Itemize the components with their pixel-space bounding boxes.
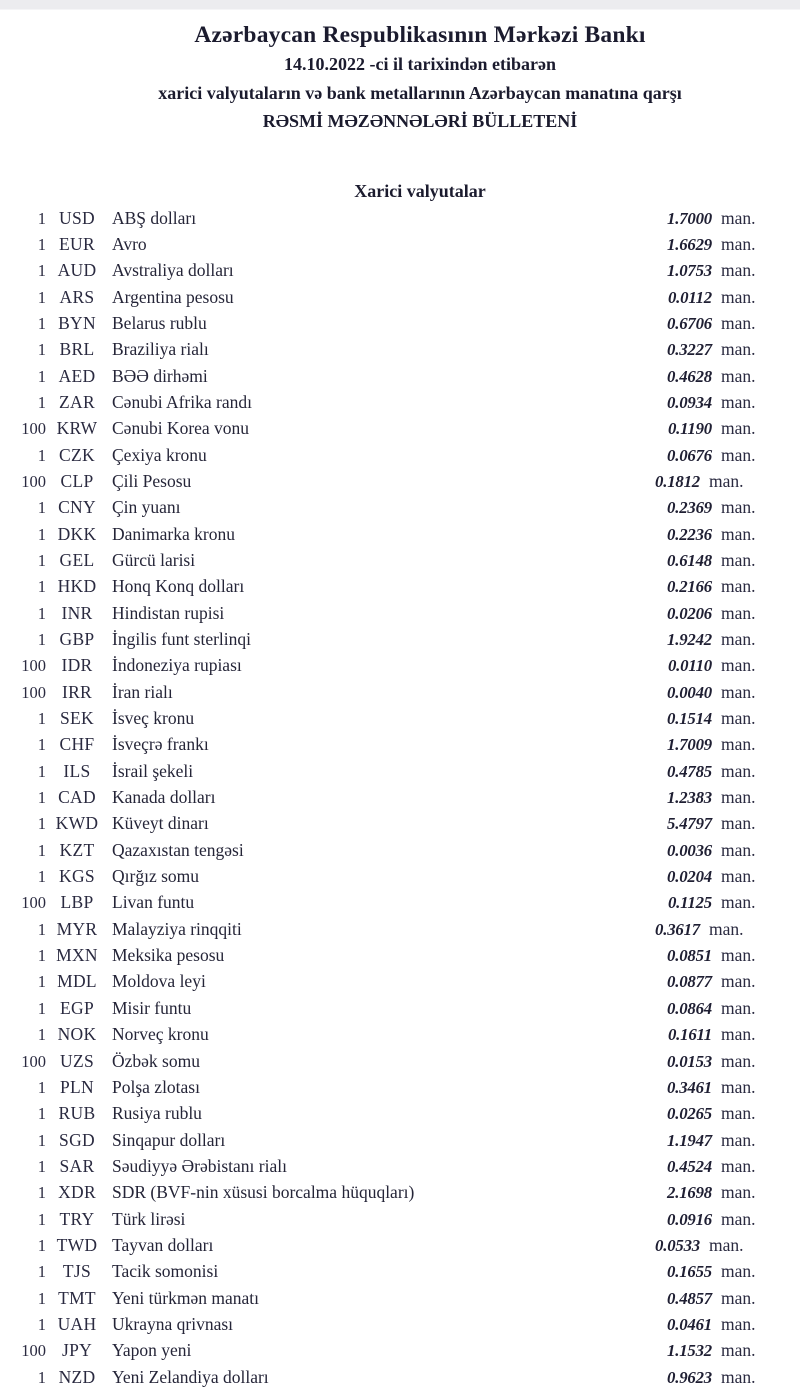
currency-code: MDL (57, 971, 97, 992)
currency-code: EGP (60, 997, 94, 1018)
currency-name: Yeni Zelandiya dolları (112, 1366, 269, 1387)
rate-row (0, 521, 800, 547)
rate-unit: man. (721, 839, 756, 860)
rate-unit: man. (721, 549, 756, 570)
currency-code: CLP (60, 470, 94, 491)
rate-row (0, 679, 800, 705)
rate-value: 0.1812 (655, 471, 700, 491)
rate-quantity: 1 (37, 261, 46, 281)
rate-quantity: 1 (37, 1235, 46, 1255)
rate-value: 2.1698 (667, 1183, 712, 1203)
rate-quantity: 1 (37, 208, 46, 228)
rate-unit: man. (721, 312, 756, 333)
rate-unit: man. (721, 734, 756, 755)
rate-quantity: 1 (37, 867, 46, 887)
rate-value: 0.1190 (667, 419, 712, 439)
rate-value: 0.3617 (655, 919, 700, 939)
currency-code: BYN (58, 312, 96, 333)
rate-unit: man. (709, 1234, 744, 1255)
rate-value: 0.0153 (667, 1051, 712, 1071)
currency-name: Malayziya rinqqiti (112, 918, 242, 939)
rate-row (0, 442, 800, 468)
currency-name: Sinqapur dolları (112, 1129, 226, 1150)
rate-unit: man. (709, 918, 744, 939)
rate-value: 5.4797 (667, 814, 712, 834)
currency-code: IRR (61, 681, 93, 702)
rate-quantity: 1 (37, 340, 46, 360)
rate-quantity: 100 (21, 682, 46, 702)
rate-value: 0.0110 (667, 656, 712, 676)
currency-name: İsveç kronu (112, 708, 195, 729)
currency-name: Ukrayna qrivnası (112, 1313, 234, 1334)
rate-row (0, 758, 800, 784)
currency-name: Avro (112, 233, 147, 254)
section-title: Xarici valyutalar (354, 180, 486, 201)
currency-code: GBP (59, 629, 95, 649)
currency-code: SGD (59, 1129, 95, 1150)
rate-quantity: 1 (37, 1209, 46, 1229)
rate-quantity: 100 (21, 1051, 46, 1071)
rate-value: 0.0533 (655, 1235, 700, 1255)
rate-row (0, 731, 800, 757)
rate-row (0, 916, 800, 942)
rate-row (0, 284, 800, 310)
rate-row (0, 1364, 800, 1390)
rate-quantity: 1 (37, 946, 46, 966)
currency-code: SEK (60, 708, 94, 729)
rate-row (0, 231, 800, 257)
bulletin-header (0, 21, 800, 136)
rate-unit: man. (721, 1261, 756, 1282)
rate-quantity: 1 (37, 550, 46, 570)
rate-value: 1.6629 (667, 234, 712, 254)
currency-name: Tayvan dolları (112, 1234, 214, 1255)
rate-value: 0.0036 (667, 840, 712, 860)
rate-value: 0.0204 (667, 867, 712, 887)
rate-row (0, 257, 800, 283)
currency-name: Cənubi Afrika randı (112, 391, 252, 412)
currency-name: ABŞ dolları (112, 207, 197, 228)
rate-quantity: 1 (37, 761, 46, 781)
currency-code: AED (58, 365, 96, 386)
rate-row (0, 1206, 800, 1232)
rates-table (0, 205, 800, 1390)
rate-value: 0.0676 (667, 445, 712, 465)
currency-code: UZS (60, 1050, 94, 1071)
currency-code: KWD (55, 813, 99, 834)
rate-row (0, 705, 800, 731)
rate-quantity: 1 (37, 1130, 46, 1150)
rate-value: 0.6706 (667, 313, 712, 333)
rate-unit: man. (721, 1313, 756, 1334)
rate-quantity: 1 (37, 524, 46, 544)
bulletin-title: RƏSMİ MƏZƏNNƏLƏRİ BÜLLETENİ (262, 111, 578, 131)
rate-row (0, 968, 800, 994)
currency-name: Yeni türkmən manatı (112, 1287, 259, 1308)
currency-name: Türk lirəsi (112, 1208, 186, 1229)
currency-code: PLN (60, 1076, 94, 1097)
rate-unit: man. (721, 1129, 756, 1150)
rate-quantity: 100 (21, 893, 46, 913)
rate-row (0, 389, 800, 415)
rate-row (0, 1048, 800, 1074)
description-line: xarici valyutaların və bank metallarının Azərbaycan manatına qarşı (158, 82, 682, 103)
rate-quantity: 1 (37, 392, 46, 412)
currency-name: İran rialı (112, 681, 173, 702)
rate-unit: man. (721, 418, 756, 439)
rate-row (0, 363, 800, 389)
rate-value: 0.1514 (667, 709, 712, 729)
rate-value: 0.4857 (667, 1288, 712, 1308)
rate-unit: man. (721, 260, 756, 281)
currency-name: Gürcü larisi (112, 549, 196, 570)
currency-code: MXN (56, 945, 98, 966)
rate-value: 1.0753 (667, 261, 712, 281)
rate-row (0, 889, 800, 915)
rate-value: 1.9242 (667, 630, 712, 649)
rate-unit: man. (721, 207, 756, 228)
currency-name: İngilis funt sterlinqi (112, 629, 252, 649)
rate-unit: man. (721, 233, 756, 254)
rate-unit: man. (721, 892, 756, 913)
rate-row (0, 547, 800, 573)
rate-unit: man. (721, 866, 756, 887)
rate-quantity: 1 (37, 788, 46, 808)
currency-name: Hindistan rupisi (112, 602, 225, 623)
rate-unit: man. (721, 655, 756, 676)
rate-value: 0.0112 (667, 287, 712, 307)
currency-code: CHF (59, 734, 95, 755)
currency-code: JPY (61, 1340, 93, 1361)
currency-code: DKK (57, 523, 97, 544)
rate-unit: man. (721, 339, 756, 360)
rate-unit: man. (721, 760, 756, 781)
currency-code: NOK (57, 1024, 97, 1045)
currency-code: EUR (59, 233, 95, 254)
rate-unit: man. (721, 497, 756, 518)
rate-quantity: 1 (37, 1262, 46, 1282)
rate-unit: man. (721, 1366, 756, 1387)
currency-name: Avstraliya dolları (112, 260, 234, 281)
rate-unit: man. (721, 1182, 756, 1203)
rate-row (0, 1153, 800, 1179)
rate-value: 1.7009 (667, 735, 712, 755)
rate-row (0, 336, 800, 362)
currency-code: BRL (59, 339, 95, 360)
rate-value: 0.4524 (667, 1156, 712, 1176)
currency-code: ILS (63, 760, 91, 781)
rate-value: 0.4785 (667, 761, 712, 781)
rate-value: 0.0206 (667, 603, 712, 623)
rate-quantity: 1 (37, 998, 46, 1018)
rate-quantity: 1 (37, 498, 46, 518)
rate-quantity: 1 (37, 1288, 46, 1308)
rate-quantity: 100 (21, 471, 46, 491)
rate-quantity: 1 (37, 1183, 46, 1203)
rate-quantity: 1 (37, 366, 46, 386)
rate-row (0, 205, 800, 231)
rate-value: 0.2369 (667, 498, 712, 518)
rate-quantity: 1 (37, 1156, 46, 1176)
rate-value: 0.0851 (667, 946, 712, 966)
currency-name: SDR (BVF-nin xüsusi borcalma hüquqları) (112, 1182, 415, 1203)
rate-row (0, 837, 800, 863)
rate-unit: man. (721, 1103, 756, 1124)
rate-quantity: 1 (37, 735, 46, 755)
currency-name: Çin yuanı (112, 497, 181, 518)
rate-quantity: 100 (21, 419, 46, 439)
rate-row (0, 942, 800, 968)
rate-unit: man. (721, 365, 756, 386)
currency-name: Polşa zlotası (112, 1076, 200, 1097)
rate-unit: man. (721, 629, 756, 649)
currency-name: İsrail şekeli (112, 760, 194, 781)
rate-unit: man. (721, 1340, 756, 1361)
currency-code: KRW (56, 418, 98, 439)
currency-code: USD (59, 207, 95, 228)
currency-name: Cənubi Korea vonu (112, 418, 250, 439)
currency-name: Honq Konq dolları (112, 576, 245, 597)
rate-value: 0.2166 (667, 577, 712, 597)
currency-code: TJS (62, 1261, 92, 1282)
currency-name: Qazaxıstan tengəsi (112, 839, 244, 860)
currency-code: GEL (59, 549, 95, 570)
bank-title: Azərbaycan Respublikasının Mərkəzi Bankı (194, 22, 646, 48)
effective-date-line: 14.10.2022 -ci il tarixindən etibarən (284, 54, 556, 74)
currency-name: Argentina pesosu (112, 286, 234, 307)
rate-value: 0.0864 (667, 998, 712, 1018)
currency-name: Belarus rublu (112, 312, 207, 333)
currency-code: KGS (59, 866, 95, 887)
currency-name: İndoneziya rupiası (112, 655, 242, 676)
rate-row (0, 1258, 800, 1284)
rate-row (0, 1074, 800, 1100)
rate-unit: man. (721, 1208, 756, 1229)
rate-value: 0.1125 (667, 893, 712, 913)
rate-row (0, 600, 800, 626)
rate-value: 1.1532 (667, 1341, 712, 1361)
rate-unit: man. (721, 1076, 756, 1097)
rate-quantity: 1 (37, 287, 46, 307)
rate-unit: man. (709, 470, 744, 491)
currency-code: IDR (61, 655, 93, 676)
rate-unit: man. (721, 681, 756, 702)
rate-quantity: 1 (37, 1025, 46, 1045)
rate-unit: man. (721, 602, 756, 623)
rate-quantity: 1 (37, 234, 46, 254)
currency-name: Yapon yeni (112, 1340, 192, 1361)
rate-unit: man. (721, 1024, 756, 1045)
rate-quantity: 1 (37, 840, 46, 860)
currency-code: CZK (59, 444, 95, 465)
currency-name: Moldova leyi (112, 971, 206, 992)
currency-name: Norveç kronu (112, 1024, 209, 1045)
rate-value: 0.4628 (667, 366, 712, 386)
rate-quantity: 1 (37, 1104, 46, 1124)
currency-code: SAR (59, 1155, 95, 1176)
rate-unit: man. (721, 997, 756, 1018)
currency-code: XDR (58, 1182, 96, 1203)
currency-code: CAD (58, 787, 96, 808)
rate-unit: man. (721, 708, 756, 729)
rate-row (0, 1021, 800, 1047)
currency-name: Özbək somu (112, 1050, 200, 1071)
rate-unit: man. (721, 787, 756, 808)
rate-value: 0.1611 (667, 1025, 712, 1045)
currency-name: Qırğız somu (112, 866, 200, 887)
currency-code: KZT (59, 839, 95, 860)
currency-code: ZAR (59, 391, 95, 412)
rate-quantity: 1 (37, 1314, 46, 1334)
currency-name: Misir funtu (112, 997, 192, 1018)
rate-row (0, 468, 800, 494)
rate-quantity: 1 (37, 630, 46, 649)
rate-row (0, 1285, 800, 1311)
currency-name: Braziliya rialı (112, 339, 209, 360)
rate-value: 1.2383 (667, 788, 712, 808)
rate-row (0, 652, 800, 678)
rate-value: 0.2236 (667, 524, 712, 544)
rate-value: 0.0265 (667, 1104, 712, 1124)
currency-name: BƏƏ dirhəmi (112, 365, 208, 386)
rate-unit: man. (721, 1050, 756, 1071)
rate-unit: man. (721, 444, 756, 465)
rate-row (0, 863, 800, 889)
rate-value: 0.1655 (667, 1262, 712, 1282)
rate-row (0, 415, 800, 441)
rate-quantity: 1 (37, 814, 46, 834)
currency-name: Kanada dolları (112, 787, 216, 808)
rate-quantity: 1 (37, 445, 46, 465)
currency-code: TWD (56, 1234, 98, 1255)
rate-quantity: 1 (37, 709, 46, 729)
currency-name: Səudiyyə Ərəbistanı rialı (112, 1155, 287, 1176)
currency-code: CNY (58, 497, 96, 518)
rate-row (0, 784, 800, 810)
currency-name: Çili Pesosu (112, 470, 192, 491)
currency-code: TMT (58, 1287, 96, 1308)
currency-code: HKD (57, 576, 97, 597)
currency-code: INR (61, 602, 93, 623)
rate-unit: man. (721, 971, 756, 992)
rate-quantity: 100 (21, 1341, 46, 1361)
rate-unit: man. (721, 1155, 756, 1176)
currency-code: RUB (58, 1103, 96, 1124)
rate-row (0, 1311, 800, 1337)
rate-row (0, 494, 800, 520)
rate-quantity: 1 (37, 577, 46, 597)
currency-name: Tacik somonisi (112, 1261, 219, 1282)
rate-unit: man. (721, 286, 756, 307)
rate-unit: man. (721, 813, 756, 834)
currency-code: ARS (59, 286, 95, 307)
currency-name: Danimarka kronu (112, 523, 235, 544)
rate-value: 0.3461 (667, 1077, 712, 1097)
rate-row (0, 1179, 800, 1205)
currency-name: İsveçrə frankı (112, 734, 209, 755)
currency-code: LBP (60, 892, 94, 913)
currency-name: Meksika pesosu (112, 945, 225, 966)
rate-row (0, 1100, 800, 1126)
rate-quantity: 100 (21, 656, 46, 676)
rate-row (0, 995, 800, 1021)
rate-row (0, 573, 800, 599)
rate-row (0, 1127, 800, 1153)
rate-value: 0.0934 (667, 392, 712, 412)
rate-quantity: 1 (37, 313, 46, 333)
currency-code: UAH (57, 1313, 97, 1334)
rate-value: 0.0461 (667, 1314, 712, 1334)
currency-name: Livan funtu (112, 892, 195, 913)
rate-quantity: 1 (37, 603, 46, 623)
rate-unit: man. (721, 1287, 756, 1308)
rate-value: 0.0040 (667, 682, 712, 702)
page-top-edge (0, 0, 800, 10)
currency-name: Küveyt dinarı (112, 813, 209, 834)
rate-row (0, 1232, 800, 1258)
rate-row (0, 1337, 800, 1363)
rate-value: 1.7000 (667, 208, 712, 228)
rate-unit: man. (721, 391, 756, 412)
currency-code: MYR (56, 918, 98, 939)
currency-name: Çexiya kronu (112, 444, 207, 465)
currency-code: AUD (57, 260, 97, 281)
rate-value: 0.9623 (667, 1367, 712, 1387)
rate-value: 1.1947 (667, 1130, 712, 1150)
rate-row (0, 810, 800, 836)
currency-name: Rusiya rublu (112, 1103, 202, 1124)
rate-quantity: 1 (37, 972, 46, 992)
rate-value: 0.0877 (667, 972, 712, 992)
rate-row (0, 310, 800, 336)
currency-code: NZD (58, 1366, 96, 1387)
rate-unit: man. (721, 523, 756, 544)
rate-value: 0.0916 (667, 1209, 712, 1229)
rate-quantity: 1 (37, 1367, 46, 1387)
rate-value: 0.6148 (667, 550, 712, 570)
rate-value: 0.3227 (667, 340, 712, 360)
currency-code: TRY (59, 1208, 95, 1229)
rate-row (0, 626, 800, 652)
rate-unit: man. (721, 576, 756, 597)
rate-quantity: 1 (37, 1077, 46, 1097)
rate-unit: man. (721, 945, 756, 966)
rate-quantity: 1 (37, 919, 46, 939)
